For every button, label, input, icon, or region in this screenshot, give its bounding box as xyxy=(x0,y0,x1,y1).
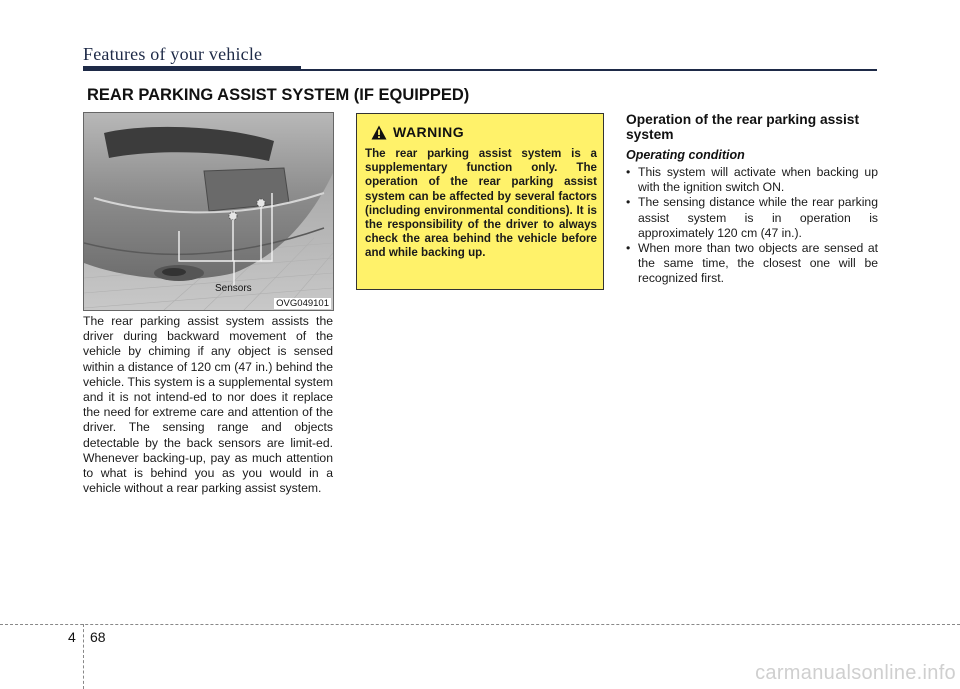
bullet-dot-icon: • xyxy=(626,241,631,256)
header-rule-thin xyxy=(301,69,877,71)
bullet-dot-icon: • xyxy=(626,165,631,179)
figure-code: OVG049101 xyxy=(276,298,329,309)
operation-column xyxy=(626,112,878,287)
chapter-number: 4 xyxy=(68,629,76,645)
section-title: REAR PARKING ASSIST SYSTEM (IF EQUIPPED) xyxy=(87,86,470,104)
car-rear-illustration xyxy=(84,113,333,310)
operation-subtitle: Operating condition xyxy=(626,148,745,162)
operation-title: Operation of the rear parking assist system xyxy=(626,112,860,142)
warning-text: The rear parking assist system is a supplementary function only. The operation of the rear parking assist system can be affected by several factors (including environmental conditions). It is the responsibility of the driver to always check the area behind the vehicle before and while backing up. xyxy=(365,147,597,260)
operation-bullets xyxy=(626,165,878,287)
rear-bumper-figure xyxy=(83,112,334,311)
page-header-title: Features of your vehicle xyxy=(83,44,263,64)
warning-triangle-icon xyxy=(371,125,387,140)
bullet-text: This system will activate when backing up with the ignition switch ON. xyxy=(638,165,878,195)
footer-divider xyxy=(0,624,960,625)
bullet-text: When more than two objects are sensed at the same time, the closest one will be recognized first. xyxy=(638,241,878,286)
list-item xyxy=(626,195,878,241)
warning-title: WARNING xyxy=(393,124,465,140)
bullet-dot-icon: • xyxy=(626,195,631,210)
warning-box xyxy=(356,113,604,290)
intro-paragraph: The rear parking assist system assists the driver during backward movement of the vehicle by chiming if any object is sensed within a distance of 120 cm (47 in.) behind the vehicle. This system is a supplemental system and it is not intend-ed to nor does it replace the need for extreme care and attention of the driver. The sensing range and objects detectable by the back sensors are limit-ed. Whenever backing-up, pay as much attention to what is behind you as you would in a vehicle without a rear parking assist system. xyxy=(83,314,333,496)
footer-vertical-divider xyxy=(83,624,84,689)
list-item xyxy=(626,241,878,287)
header-rule-thick xyxy=(83,66,301,71)
sensors-label: Sensors xyxy=(215,283,252,294)
bullet-text: The sensing distance while the rear parking assist system is in operation is approximately 120 cm (47 in.). xyxy=(638,195,878,240)
warning-header xyxy=(371,124,464,140)
page-number: 68 xyxy=(90,629,106,645)
watermark: carmanualsonline.info xyxy=(755,662,956,684)
list-item xyxy=(626,165,878,195)
